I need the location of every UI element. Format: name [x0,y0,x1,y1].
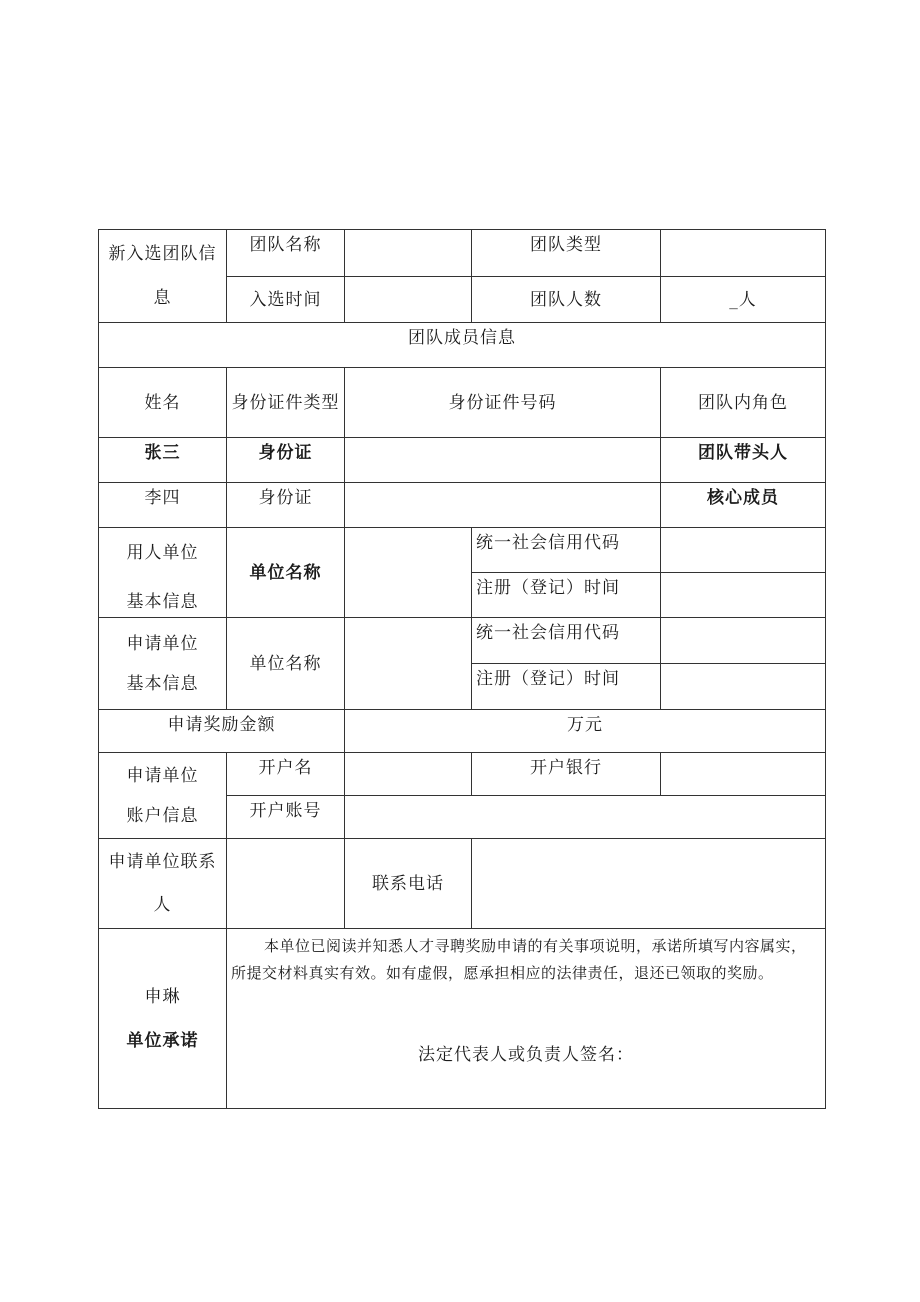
applicant-reg-time-label: 注册（登记）时间 [472,664,661,710]
employer-unit-name-label: 单位名称 [227,528,345,618]
team-type-label: 团队类型 [472,230,661,277]
account-bank-label: 开户银行 [472,753,661,796]
header-name: 姓名 [99,368,227,438]
employer-credit-code-field[interactable] [661,528,826,573]
account-holder-label: 开户名 [227,753,345,796]
account-number-field[interactable] [345,796,826,839]
account-bank-field[interactable] [661,753,826,796]
employer-section-line2: 基本信息 [126,591,199,612]
pledge-section-line2: 单位承诺 [126,1030,199,1051]
member-role: 核心成员 [661,483,826,528]
signature-label: 法定代表人或负责人签名： [418,1044,634,1065]
employer-section-line1: 用人单位 [126,542,199,563]
account-number-label: 开户账号 [227,796,345,839]
team-count-label: 团队人数 [472,277,661,323]
employer-section-label [99,528,227,618]
contact-phone-field[interactable] [472,839,826,929]
header-id-type: 身份证件类型 [227,368,345,438]
employer-unit-name-field[interactable] [345,528,472,618]
applicant-unit-name-label: 单位名称 [227,618,345,710]
account-section-line1: 申请单位 [126,765,199,786]
reward-amount-label: 申请奖励金额 [99,710,345,753]
pledge-section-line1: 申琳 [144,986,181,1007]
applicant-section-label [99,618,227,710]
applicant-credit-code-label: 统一社会信用代码 [472,618,661,664]
selection-time-label: 入选时间 [227,277,345,323]
member-row [99,438,826,483]
team-count-field[interactable]: _人 [661,277,826,323]
account-section-label [99,753,227,839]
applicant-unit-name-field[interactable] [345,618,472,710]
member-id-number[interactable] [345,438,661,483]
header-id-number: 身份证件号码 [345,368,661,438]
team-type-field[interactable] [661,230,826,277]
contact-person-field[interactable] [227,839,345,929]
employer-credit-code-label: 统一社会信用代码 [472,528,661,573]
contact-person-label: 申请单位联系人 [99,839,227,929]
employer-reg-time-label: 注册（登记）时间 [472,573,661,618]
team-name-field[interactable] [345,230,472,277]
applicant-section-line2: 基本信息 [126,673,199,694]
account-holder-field[interactable] [345,753,472,796]
member-id-type: 身份证 [227,438,345,483]
member-id-type: 身份证 [227,483,345,528]
application-form-table [98,229,826,1109]
pledge-text: 本单位已阅读并知悉人才寻聘奖励申请的有关事项说明，承诺所填写内容属实，所提交材料真实有效。如有虚假，愿承担相应的法律责任，退还已领取的奖励。 [231,937,807,982]
member-row [99,483,826,528]
member-name: 张三 [99,438,227,483]
member-id-number[interactable] [345,483,661,528]
reward-amount-field[interactable]: 万元 [345,710,826,753]
employer-reg-time-field[interactable] [661,573,826,618]
pledge-section-label [99,929,227,1109]
applicant-credit-code-field[interactable] [661,618,826,664]
applicant-section-line1: 申请单位 [126,633,199,654]
member-name: 李四 [99,483,227,528]
applicant-reg-time-field[interactable] [661,664,826,710]
selection-time-field[interactable] [345,277,472,323]
member-role: 团队带头人 [661,438,826,483]
team-name-label: 团队名称 [227,230,345,277]
pledge-content [227,929,826,1109]
contact-phone-label: 联系电话 [345,839,472,929]
account-section-line2: 账户信息 [126,805,199,826]
members-section-title: 团队成员信息 [99,323,826,368]
header-role: 团队内角色 [661,368,826,438]
team-section-label: 新入选团队信息 [99,230,227,323]
